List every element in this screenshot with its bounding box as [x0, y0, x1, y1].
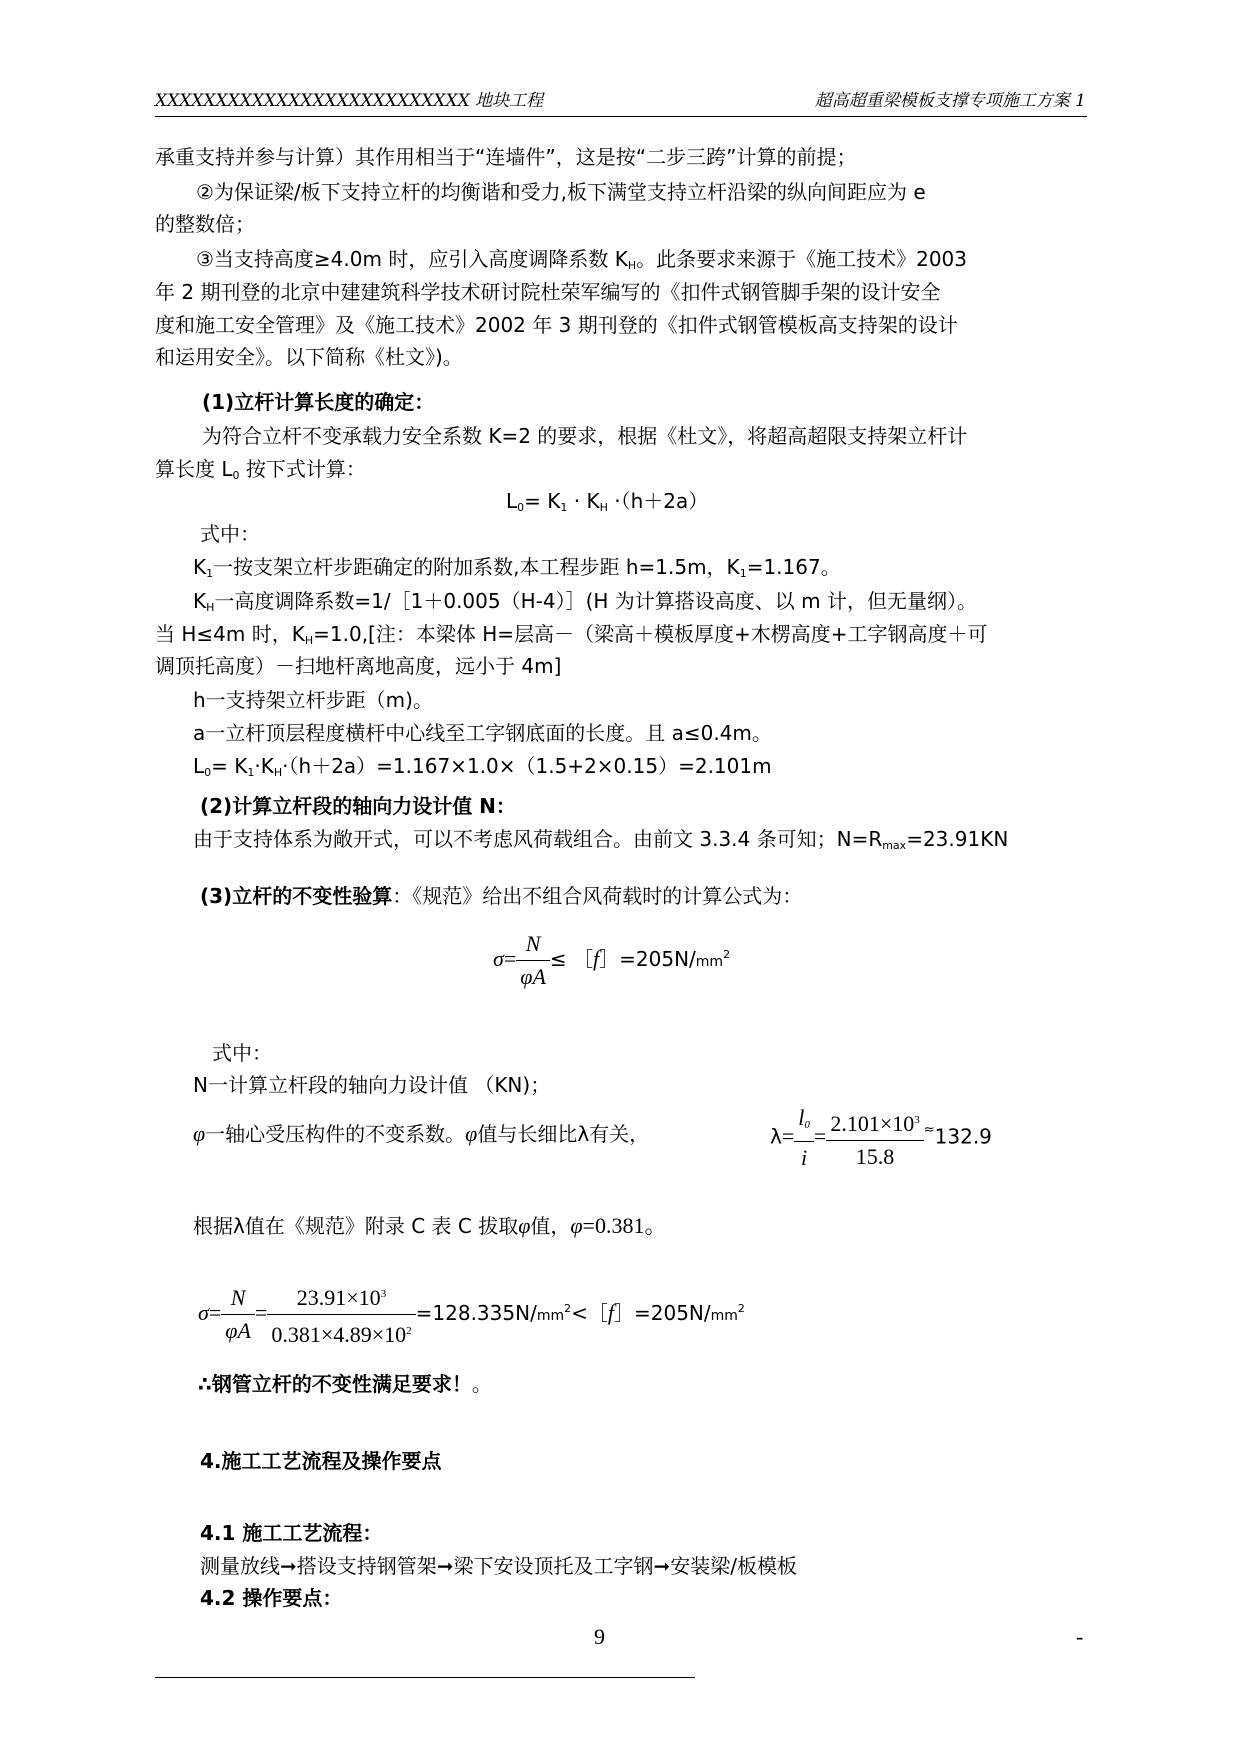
- para-line-4: [196, 245, 967, 280]
- text: <［: [571, 1301, 608, 1325]
- numerator: [794, 1104, 814, 1142]
- text: 0.381×4.89×10: [271, 1322, 407, 1347]
- para-line-6: 度和施工安全管理》及《施工技术》2002 年 3 期刊登的《扣件式钢管模板高支持架的设计: [155, 313, 958, 337]
- phi: φ: [193, 1121, 206, 1146]
- denominator: φA: [520, 964, 546, 989]
- subscript: 1: [206, 567, 214, 580]
- text: =128.335N/: [415, 1301, 537, 1325]
- header-rule: [155, 116, 1087, 117]
- text: ·（h＋2a）=1.167×1.0×（1.5+2×0.15）=2.101m: [282, 754, 772, 778]
- text: = K: [211, 754, 248, 778]
- value: 132.9: [934, 1124, 992, 1149]
- value: =0.381。: [582, 1213, 667, 1238]
- equals: =: [813, 1123, 827, 1149]
- text: L: [193, 754, 205, 778]
- text: ］=205N/: [613, 1301, 711, 1325]
- fraction: [221, 1284, 255, 1345]
- phi-lookup: [193, 1212, 666, 1240]
- numerator: [826, 1106, 923, 1141]
- equals: =: [208, 1300, 222, 1325]
- text: ·（h＋2a）: [607, 489, 709, 513]
- equals: =: [254, 1300, 268, 1325]
- section-2-title: (2)计算立杆段的轴向力设计值 N：: [200, 794, 516, 818]
- text: ③当支持高度≥4.0m 时，应引入高度调降系数 K: [196, 247, 628, 271]
- fraction: [267, 1280, 415, 1349]
- section-4-title: 4.施工工艺流程及操作要点: [200, 1449, 442, 1473]
- formula-effective-length: [506, 487, 708, 522]
- text: 一按支架立杆步距确定的附加系数,本工程步距 h=1.5m，K: [213, 555, 740, 579]
- section-3-heading: [200, 882, 802, 910]
- unit: mm: [695, 954, 724, 970]
- subscript: 0: [804, 1119, 810, 1131]
- superscript: 3: [380, 1288, 387, 1300]
- sigma: σ: [198, 1300, 209, 1325]
- text: 23.91×10: [296, 1285, 381, 1310]
- subscript: H: [206, 601, 215, 614]
- numerator: N: [516, 930, 550, 961]
- text: 按下式计算：: [239, 457, 366, 481]
- fraction: [516, 930, 550, 991]
- stress-calculation: [198, 1280, 745, 1349]
- f-symbol: f: [607, 1300, 614, 1325]
- section-1-para-1: 为符合立杆不变承载力安全系数 K=2 的要求，根据《杜文》，将超高超限支持架立杆计: [202, 424, 968, 448]
- para-line-3: 的整数倍；: [155, 212, 255, 236]
- section-1-para-2: [155, 455, 366, 490]
- kh-definition: [193, 587, 977, 622]
- section-2-para: [193, 825, 1008, 860]
- section-4-1-flow: 测量放线➞搭设支持钢管架➞梁下安设顶托及工字钢➞安装梁/板模板: [200, 1554, 798, 1578]
- para-line-5: 年 2 期刊登的北京中建建筑科学技术研讨院杜荣军编写的《扣件式钢管脚手架的设计安全: [155, 280, 941, 304]
- subscript: H: [304, 634, 314, 647]
- fraction: [794, 1104, 814, 1172]
- unit: mm: [536, 1308, 565, 1324]
- text: l: [798, 1105, 805, 1130]
- where-label-2: 式中：: [212, 1041, 272, 1065]
- h-definition: h一支持架立杆步距（m)。: [193, 688, 433, 712]
- text: · K: [567, 489, 600, 513]
- text: ≤ ［: [549, 947, 594, 971]
- text: = K: [524, 489, 561, 513]
- f-symbol: f: [593, 946, 600, 971]
- para-line-1: 承重支持并参与计算）其作用相当于“连墙件”，这是按“二步三跨”计算的前提；: [155, 145, 857, 169]
- text: ：《规范》给出不组合风荷载时的计算公式为：: [392, 884, 803, 908]
- slenderness-formula: [770, 1104, 992, 1172]
- section-1-title: (1)立杆计算长度的确定：: [202, 390, 435, 414]
- text: K: [193, 589, 207, 613]
- subscript: 1: [739, 567, 747, 580]
- para-line-7: 和运用安全》。以下简称《杜文》)。: [155, 345, 463, 369]
- where-label-1: 式中：: [200, 522, 260, 546]
- page-number: 9: [594, 1624, 605, 1649]
- para-line-2: ②为保证梁/板下支持立杆的均衡谐和受力,板下满堂支持立杆沿梁的纵向间距应为 e: [196, 180, 926, 204]
- superscript: 3: [914, 1113, 920, 1126]
- text: 根据λ值在《规范》附录 C 表 C 拔取: [193, 1214, 519, 1238]
- formula-stability: [493, 930, 730, 991]
- denominator: φA: [225, 1318, 251, 1343]
- text: L: [506, 489, 518, 513]
- equals: =: [503, 946, 517, 971]
- k1-definition: [193, 553, 841, 588]
- text: 。: [471, 1372, 492, 1396]
- footer-dash: -: [1076, 1624, 1084, 1649]
- text: =23.91KN: [906, 827, 1009, 851]
- phi: φ: [518, 1213, 531, 1238]
- text: 。此条要求来源于《施工技术》2003: [636, 247, 967, 271]
- text: 当 H≤4m 时，K: [155, 622, 305, 646]
- kh-definition-3: 调顶托高度）－扫地杆离地高度，远小于 4m]: [155, 654, 562, 678]
- section-4-2-title: 4.2 操作要点：: [200, 1586, 343, 1610]
- subscript: max: [882, 839, 907, 852]
- subscript: H: [273, 766, 283, 779]
- numerator: N: [221, 1284, 255, 1315]
- subscript: 0: [517, 501, 525, 514]
- subscript: H: [599, 501, 608, 514]
- section-4-1-title: 4.1 施工工艺流程：: [200, 1521, 383, 1545]
- approx: ≈: [923, 1122, 935, 1138]
- lambda: λ: [770, 1124, 782, 1149]
- text: 值与长细比λ有关，: [477, 1122, 650, 1146]
- header-left: XXXXXXXXXXXXXXXXXXXXXXXXXX 地块工程: [155, 91, 544, 111]
- equals: =: [781, 1123, 795, 1149]
- denominator: 15.8: [855, 1143, 895, 1169]
- fraction: [826, 1106, 923, 1171]
- text: K: [193, 555, 207, 579]
- superscript: 2: [737, 1302, 745, 1315]
- section-3-title: (3)立杆的不变性验算: [200, 884, 393, 908]
- unit: mm: [710, 1308, 738, 1324]
- subscript: 1: [560, 501, 568, 514]
- text: 一高度调降系数=1/［1＋0.005（H-4）］(H 为计算搭设高度、以 m 计，但无量纲）。: [214, 589, 977, 613]
- text: ］=205N/: [599, 947, 696, 971]
- sigma: σ: [493, 946, 504, 971]
- n-definition: N一计算立杆段的轴向力设计值 （KN)；: [193, 1073, 551, 1097]
- phi-definition: [193, 1120, 649, 1148]
- footer-rule: [155, 1677, 695, 1678]
- superscript: 2: [564, 1302, 572, 1315]
- length-calculation: [193, 752, 772, 787]
- text: 由于支持体系为敞开式，可以不考虑风荷载组合。由前文 3.3.4 条可知；N=R: [193, 827, 883, 851]
- text: 2.101×10: [830, 1110, 915, 1136]
- conclusion: [198, 1370, 492, 1398]
- phi: φ: [465, 1121, 478, 1146]
- superscript: 2: [723, 948, 731, 961]
- text: 值，: [530, 1214, 571, 1238]
- header-right: 超高超重梁模板支撑专项施工方案 1: [814, 91, 1086, 111]
- a-definition: a一立杆顶层程度横杆中心线至工字钢底面的长度。且 a≤0.4m。: [193, 721, 772, 745]
- kh-definition-2: [155, 620, 988, 655]
- numerator: [267, 1280, 415, 1315]
- denominator: i: [801, 1145, 808, 1170]
- phi: φ: [570, 1213, 583, 1238]
- denominator: [267, 1315, 415, 1349]
- subscript: 0: [204, 766, 212, 779]
- conclusion-text: ∴钢管立杆的不变性满足要求！: [198, 1372, 472, 1396]
- text: 一轴心受压构件的不变系数。: [205, 1122, 466, 1146]
- text: ·K: [254, 754, 274, 778]
- subscript: H: [627, 259, 637, 272]
- text: 算长度 L: [155, 457, 233, 481]
- subscript: 0: [232, 469, 240, 482]
- superscript: 2: [406, 1325, 412, 1337]
- text: =1.0,[注：本梁体 H=层高－（梁高＋模板厚度+木楞高度+工字钢高度＋可: [313, 622, 988, 646]
- subscript: 1: [247, 766, 255, 779]
- text: =1.167。: [746, 555, 841, 579]
